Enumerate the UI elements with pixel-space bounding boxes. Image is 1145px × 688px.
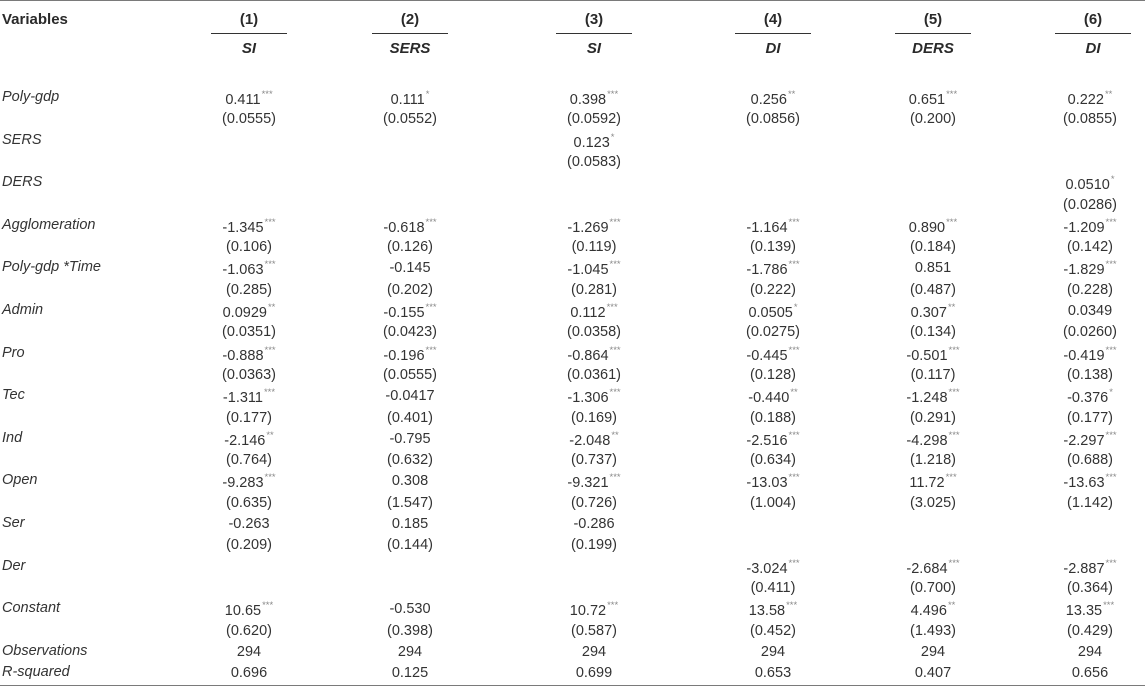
significance-stars: *** [945, 472, 957, 484]
significance-stars: *** [1105, 344, 1117, 356]
coefficient-value: -0.888 [222, 347, 264, 364]
column-rule-2 [372, 33, 448, 34]
row-label: Ser [2, 515, 25, 531]
significance-stars: ** [947, 600, 956, 612]
significance-stars: *** [788, 429, 800, 441]
standard-error-cell: (0.117) [910, 366, 956, 383]
coefficient-cell [194, 473, 304, 491]
coefficient-value: -0.419 [1063, 347, 1105, 364]
coefficient-cell [878, 601, 988, 619]
row-label: Der [2, 557, 26, 574]
significance-stars: * [610, 131, 615, 143]
footer-value-cell: 0.696 [230, 665, 268, 682]
standard-error-cell: (0.0856) [745, 111, 800, 128]
significance-stars: * [425, 89, 430, 100]
coefficient-value: -0.618 [383, 219, 425, 236]
standard-error-cell: (0.126) [387, 239, 433, 256]
coefficient-cell [539, 516, 649, 532]
coefficient-cell [355, 516, 465, 532]
coefficient-value: 0.308 [391, 473, 429, 490]
standard-error-cell: (0.364) [1067, 579, 1113, 596]
standard-error-cell: (0.0555) [382, 366, 437, 383]
row-label: Tec [2, 387, 25, 404]
standard-error-cell: (0.128) [750, 366, 796, 383]
coefficient-value: -1.829 [1063, 262, 1105, 279]
row-label: Agglomeration [2, 216, 96, 233]
coefficient-cell [539, 388, 649, 406]
standard-error-cell: (0.138) [1067, 366, 1113, 383]
coefficient-cell [1035, 346, 1145, 364]
coefficient-cell [718, 388, 828, 406]
footer-row-label: Observations [2, 642, 88, 659]
significance-stars: *** [948, 429, 960, 441]
significance-stars: *** [1105, 429, 1117, 441]
coefficient-cell [355, 303, 465, 321]
significance-stars: *** [1103, 600, 1115, 612]
significance-stars: *** [264, 216, 276, 228]
row-label: SERS [2, 131, 42, 148]
coefficient-value: 0.111 [390, 91, 425, 108]
coefficient-cell [539, 601, 649, 619]
standard-error-cell: (0.0855) [1062, 111, 1117, 128]
standard-error-cell: (0.398) [387, 622, 433, 639]
standard-error-cell: (0.0423) [382, 324, 437, 341]
coefficient-value: -1.269 [567, 219, 609, 236]
column-dependent-4: DI [765, 40, 781, 57]
standard-error-cell: (0.177) [226, 409, 272, 426]
standard-error-cell: (0.487) [910, 281, 956, 298]
coefficient-value: 0.123 [573, 134, 610, 151]
footer-value-cell: 294 [581, 643, 607, 660]
significance-stars: *** [786, 600, 798, 612]
coefficient-value: 10.72 [569, 603, 607, 620]
coefficient-cell [878, 260, 988, 276]
coefficient-value: -1.045 [567, 262, 609, 279]
standard-error-cell: (1.218) [910, 452, 956, 469]
coefficient-cell [1035, 175, 1145, 193]
footer-value-cell: 0.699 [575, 665, 613, 682]
footer-value-cell: 294 [397, 643, 423, 660]
footer-row-label: R-squared [2, 664, 70, 681]
coefficient-cell [718, 303, 828, 321]
coefficient-cell [878, 303, 988, 321]
standard-error-cell: (0.737) [571, 452, 617, 469]
coefficient-cell [194, 601, 304, 619]
standard-error-cell: (1.547) [387, 494, 433, 511]
coefficient-cell [1035, 303, 1145, 319]
standard-error-cell: (0.429) [1067, 622, 1113, 639]
coefficient-cell [355, 601, 465, 617]
coefficient-value: 11.72 [909, 475, 945, 492]
standard-error-cell: (0.228) [1067, 281, 1113, 298]
significance-stars: *** [609, 344, 621, 356]
coefficient-value: -0.445 [746, 347, 788, 364]
coefficient-cell [355, 431, 465, 447]
standard-error-cell: (0.0552) [382, 111, 437, 128]
significance-stars: ** [1104, 89, 1113, 100]
column-number-2: (2) [400, 11, 420, 28]
standard-error-cell: (0.134) [910, 324, 956, 341]
column-dependent-1: SI [241, 40, 257, 57]
row-label: Constant [2, 600, 61, 617]
standard-error-cell: (0.106) [226, 239, 272, 256]
coefficient-cell [539, 303, 649, 321]
coefficient-value: 0.651 [908, 91, 946, 108]
significance-stars: *** [1105, 472, 1117, 484]
coefficient-value: -0.864 [567, 347, 609, 364]
footer-value-cell: 0.653 [754, 665, 792, 682]
coefficient-value: 0.0510 [1065, 177, 1110, 194]
coefficient-cell [194, 431, 304, 449]
coefficient-value: -13.63 [1063, 475, 1105, 492]
coefficient-cell [718, 473, 828, 491]
column-number-4: (4) [763, 11, 783, 28]
significance-stars: * [1110, 174, 1115, 186]
coefficient-value: -0.376 [1067, 390, 1109, 407]
coefficient-cell [718, 431, 828, 449]
coefficient-cell [355, 346, 465, 364]
standard-error-cell: (0.0583) [566, 153, 621, 170]
coefficient-value: 13.58 [748, 603, 786, 620]
coefficient-cell [539, 346, 649, 364]
coefficient-value: -0.145 [389, 260, 431, 277]
significance-stars: *** [264, 344, 276, 356]
standard-error-cell: (1.004) [750, 494, 796, 511]
standard-error-cell: (0.0592) [566, 111, 621, 128]
significance-stars: ** [611, 429, 619, 441]
coefficient-value: -3.024 [746, 560, 788, 577]
coefficient-value: -1.306 [567, 390, 609, 407]
coefficient-cell [878, 90, 988, 108]
footer-value-cell: 294 [920, 643, 946, 660]
coefficient-cell [718, 559, 828, 577]
column-number-1: (1) [239, 11, 259, 28]
significance-stars: ** [947, 302, 956, 313]
coefficient-value: -0.440 [748, 390, 790, 407]
coefficient-value: 0.411 [225, 91, 261, 108]
coefficient-cell [878, 431, 988, 449]
coefficient-value: -0.263 [228, 516, 270, 532]
coefficient-cell [1035, 559, 1145, 577]
coefficient-value: -1.345 [222, 219, 264, 236]
significance-stars: *** [609, 387, 621, 399]
coefficient-cell [878, 388, 988, 406]
coefficient-cell [1035, 473, 1145, 491]
coefficient-cell [1035, 388, 1145, 406]
variables-header: Variables [2, 11, 68, 28]
standard-error-cell: (1.142) [1067, 494, 1113, 511]
standard-error-cell: (3.025) [910, 494, 956, 511]
standard-error-cell: (0.0363) [221, 366, 276, 383]
significance-stars: *** [261, 89, 273, 100]
column-dependent-2: SERS [389, 40, 431, 57]
significance-stars: *** [788, 344, 800, 356]
coefficient-cell [878, 559, 988, 577]
coefficient-cell [539, 431, 649, 449]
footer-value-cell: 0.125 [391, 665, 429, 682]
standard-error-cell: (0.700) [910, 579, 956, 596]
significance-stars: *** [1105, 216, 1117, 228]
coefficient-value: -2.887 [1063, 560, 1105, 577]
coefficient-cell [194, 218, 304, 236]
table-top-rule [0, 0, 1145, 1]
column-rule-4 [735, 33, 811, 34]
coefficient-cell [1035, 260, 1145, 278]
standard-error-cell: (0.291) [910, 409, 956, 426]
coefficient-cell [194, 346, 304, 364]
significance-stars: *** [946, 216, 958, 228]
footer-value-cell: 294 [236, 643, 262, 660]
coefficient-cell [1035, 431, 1145, 449]
coefficient-cell [194, 388, 304, 406]
coefficient-cell [355, 90, 465, 108]
coefficient-cell [194, 516, 304, 532]
coefficient-value: 0.222 [1067, 91, 1104, 108]
standard-error-cell: (0.452) [750, 622, 796, 639]
coefficient-cell [355, 388, 465, 404]
coefficient-value: 4.496 [910, 603, 947, 620]
coefficient-cell [539, 218, 649, 236]
standard-error-cell: (0.142) [1067, 239, 1113, 256]
column-number-5: (5) [923, 11, 943, 28]
coefficient-value: 0.851 [914, 260, 952, 277]
column-dependent-3: SI [586, 40, 602, 57]
significance-stars: *** [1105, 557, 1117, 569]
coefficient-value: -13.03 [746, 475, 788, 492]
coefficient-value: -2.146 [224, 432, 266, 449]
row-label: Open [2, 472, 38, 489]
row-label: DERS [2, 174, 43, 191]
significance-stars: *** [1105, 259, 1117, 271]
column-rule-1 [211, 33, 287, 34]
coefficient-value: -9.321 [567, 475, 609, 492]
significance-stars: *** [425, 216, 437, 228]
significance-stars: *** [946, 89, 958, 100]
significance-stars: ** [267, 302, 276, 313]
coefficient-value: -2.048 [569, 432, 611, 449]
coefficient-value: 0.0505 [748, 304, 793, 321]
significance-stars: *** [263, 387, 276, 399]
coefficient-value: 0.0929 [222, 304, 267, 321]
standard-error-cell: (0.202) [387, 281, 433, 298]
row-label: Poly-gdp [2, 89, 60, 105]
column-number-3: (3) [584, 11, 604, 28]
coefficient-cell [1035, 90, 1145, 108]
coefficient-cell [878, 473, 988, 491]
standard-error-cell: (0.620) [226, 622, 272, 639]
significance-stars: * [1109, 387, 1113, 399]
significance-stars: *** [948, 557, 960, 569]
significance-stars: *** [948, 344, 960, 356]
coefficient-value: 10.65 [224, 603, 262, 620]
coefficient-value: -1.164 [746, 219, 788, 236]
coefficient-cell [194, 303, 304, 321]
coefficient-value: -0.530 [389, 601, 431, 618]
footer-value-cell: 294 [760, 643, 786, 660]
coefficient-value: 0.307 [910, 304, 947, 321]
significance-stars: *** [788, 472, 800, 484]
significance-stars: *** [606, 302, 618, 313]
coefficient-value: -4.298 [906, 432, 948, 449]
significance-stars: *** [264, 472, 276, 484]
standard-error-cell: (0.199) [571, 537, 617, 554]
coefficient-value: -1.786 [746, 262, 788, 279]
standard-error-cell: (0.632) [387, 452, 433, 469]
coefficient-value: -2.297 [1063, 432, 1105, 449]
coefficient-cell [539, 133, 649, 151]
standard-error-cell: (0.144) [387, 537, 433, 554]
coefficient-value: -0.196 [383, 347, 425, 364]
coefficient-value: 0.112 [570, 304, 606, 321]
coefficient-cell [878, 346, 988, 364]
coefficient-value: -1.311 [222, 390, 263, 407]
column-dependent-5: DERS [912, 40, 954, 57]
coefficient-value: 0.398 [569, 91, 607, 108]
standard-error-cell: (0.411) [750, 579, 796, 596]
standard-error-cell: (0.200) [910, 111, 956, 128]
standard-error-cell: (0.222) [750, 281, 796, 298]
footer-value-cell: 294 [1077, 643, 1103, 660]
standard-error-cell: (0.401) [387, 409, 433, 426]
standard-error-cell: (0.587) [571, 622, 617, 639]
standard-error-cell: (0.764) [226, 452, 272, 469]
coefficient-cell [718, 601, 828, 619]
footer-value-cell: 0.407 [914, 665, 952, 682]
standard-error-cell: (0.281) [571, 281, 617, 298]
coefficient-value: -0.0417 [385, 388, 435, 405]
coefficient-value: -1.063 [222, 262, 264, 279]
table-bottom-rule [0, 685, 1145, 686]
coefficient-value: -2.516 [746, 432, 788, 449]
significance-stars: *** [425, 344, 437, 356]
significance-stars: *** [264, 259, 276, 271]
coefficient-cell [355, 473, 465, 489]
significance-stars: * [793, 302, 798, 313]
standard-error-cell: (0.0286) [1062, 196, 1117, 213]
coefficient-value: -0.501 [906, 347, 948, 364]
coefficient-cell [1035, 601, 1145, 619]
coefficient-cell [718, 260, 828, 278]
coefficient-cell [194, 90, 304, 108]
column-number-6: (6) [1083, 11, 1103, 28]
significance-stars: *** [609, 259, 621, 271]
standard-error-cell: (0.688) [1067, 452, 1113, 469]
coefficient-value: 13.35 [1065, 603, 1103, 620]
coefficient-cell [539, 260, 649, 278]
standard-error-cell: (0.0361) [566, 366, 621, 383]
coefficient-cell [539, 473, 649, 491]
standard-error-cell: (0.0555) [221, 111, 276, 128]
standard-error-cell: (0.177) [1067, 409, 1113, 426]
coefficient-value: -9.283 [222, 475, 264, 492]
column-rule-6 [1055, 33, 1131, 34]
significance-stars: *** [609, 216, 621, 228]
significance-stars: *** [788, 259, 800, 271]
coefficient-value: -1.209 [1063, 219, 1105, 236]
coefficient-cell [878, 218, 988, 236]
coefficient-cell [194, 260, 304, 278]
coefficient-cell [718, 346, 828, 364]
significance-stars: *** [607, 600, 619, 612]
coefficient-cell [1035, 218, 1145, 236]
standard-error-cell: (0.726) [571, 494, 617, 511]
significance-stars: *** [425, 302, 437, 313]
significance-stars: ** [266, 429, 274, 441]
coefficient-value: -0.286 [573, 516, 615, 532]
coefficient-value: 0.890 [908, 219, 946, 236]
coefficient-cell [718, 218, 828, 236]
standard-error-cell: (0.0351) [221, 324, 276, 341]
coefficient-cell [355, 218, 465, 236]
coefficient-cell [355, 260, 465, 276]
significance-stars: ** [787, 89, 796, 100]
significance-stars: *** [607, 89, 619, 100]
standard-error-cell: (0.285) [226, 281, 272, 298]
row-label: Poly-gdp *Time [2, 259, 101, 276]
row-label: Pro [2, 344, 25, 361]
coefficient-value: -0.795 [389, 430, 431, 447]
significance-stars: *** [262, 600, 274, 612]
standard-error-cell: (0.139) [750, 239, 796, 256]
standard-error-cell: (0.209) [226, 537, 272, 554]
standard-error-cell: (0.635) [226, 494, 272, 511]
standard-error-cell: (0.634) [750, 452, 796, 469]
standard-error-cell: (1.493) [910, 622, 956, 639]
coefficient-value: -2.684 [906, 560, 948, 577]
standard-error-cell: (0.188) [750, 409, 796, 426]
footer-value-cell: 0.656 [1071, 665, 1109, 682]
row-label: Ind [2, 429, 23, 446]
standard-error-cell: (0.184) [910, 239, 956, 256]
standard-error-cell: (0.169) [571, 409, 617, 426]
standard-error-cell: (0.0275) [745, 324, 800, 341]
coefficient-value: 0.0349 [1067, 303, 1113, 319]
standard-error-cell: (0.119) [571, 239, 617, 256]
significance-stars: ** [790, 387, 798, 399]
coefficient-cell [718, 90, 828, 108]
significance-stars: *** [948, 387, 960, 399]
significance-stars: *** [788, 557, 800, 569]
column-dependent-6: DI [1085, 40, 1101, 57]
column-rule-5 [895, 33, 971, 34]
significance-stars: *** [609, 472, 621, 484]
row-label: Admin [2, 302, 44, 318]
coefficient-value: -0.155 [383, 304, 425, 321]
coefficient-cell [539, 90, 649, 108]
standard-error-cell: (0.0358) [566, 324, 621, 341]
coefficient-value: -1.248 [906, 390, 948, 407]
column-rule-3 [556, 33, 632, 34]
coefficient-value: 0.185 [391, 516, 429, 532]
standard-error-cell: (0.0260) [1062, 324, 1117, 341]
coefficient-value: 0.256 [750, 91, 787, 108]
significance-stars: *** [788, 216, 800, 228]
